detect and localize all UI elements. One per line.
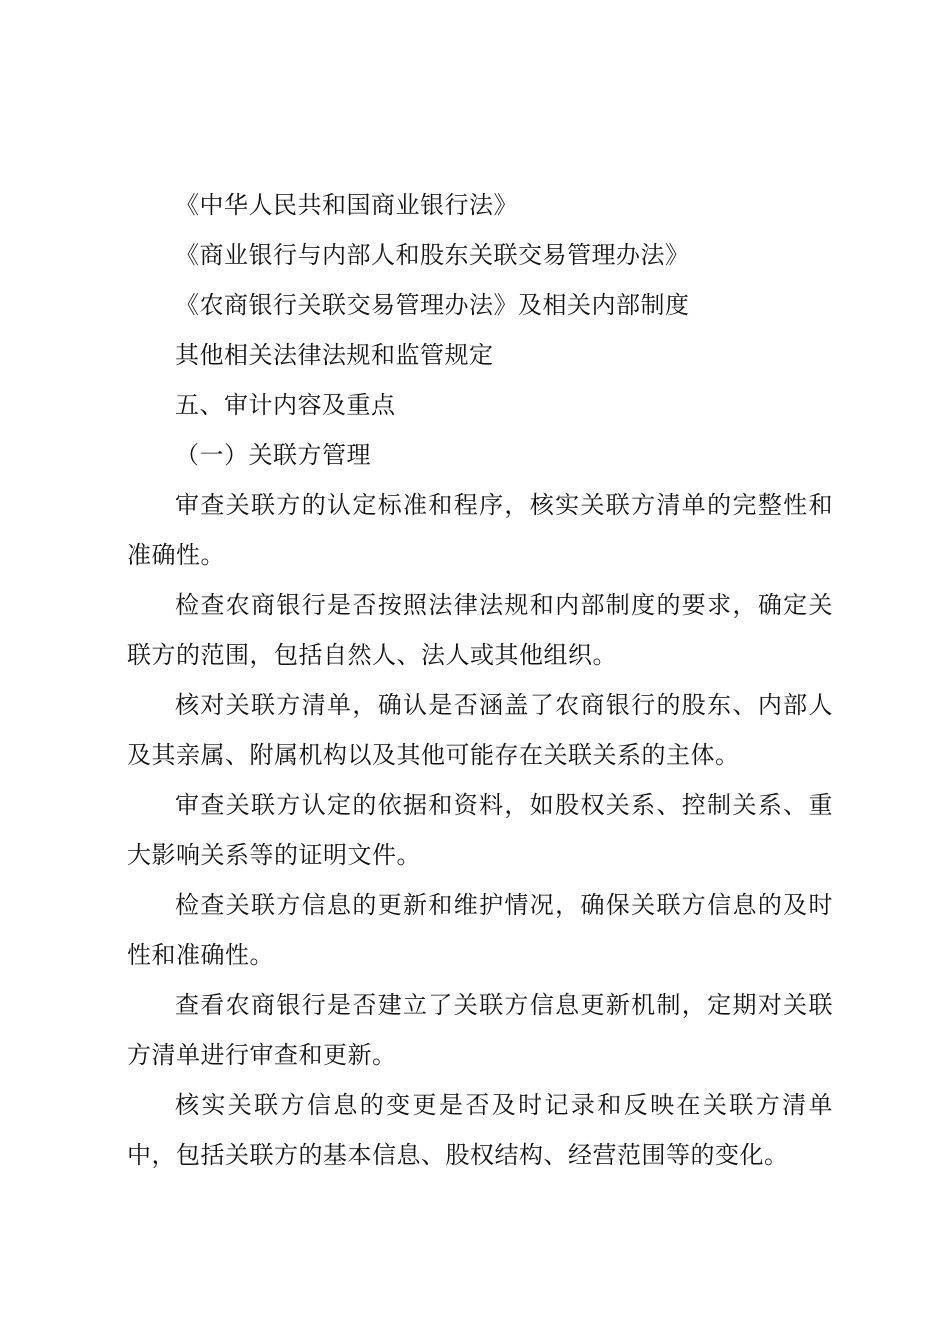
document-body [127,180,833,1180]
body-paragraph: 检查关联方信息的更新和维护情况，确保关联方信息的及时性和准确性。 [127,891,833,969]
reference-rural-bank-rules: 《农商银行关联交易管理办法》及相关内部制度 [175,291,690,319]
body-paragraph: 查看农商银行是否建立了关联方信息更新机制，定期对关联方清单进行审查和更新。 [127,991,833,1069]
body-paragraph: 核对关联方清单，确认是否涵盖了农商银行的股东、内部人及其亲属、附属机构以及其他可能存在关联关系的主体。 [127,691,833,769]
section-heading: 五、审计内容及重点 [175,391,396,419]
subsection-heading: （一）关联方管理 [175,441,371,469]
body-paragraph: 检查农商银行是否按照法律法规和内部制度的要求，确定关联方的范围，包括自然人、法人或其他组织。 [127,591,833,669]
reference-other-regulations: 其他相关法律法规和监管规定 [175,341,494,369]
body-paragraph: 审查关联方的认定标准和程序，核实关联方清单的完整性和准确性。 [127,491,833,569]
body-paragraph: 核实关联方信息的变更是否及时记录和反映在关联方清单中，包括关联方的基本信息、股权结构、经营范围等的变化。 [127,1091,833,1169]
reference-law-commercial-bank: 《中华人民共和国商业银行法》 [175,191,518,219]
body-paragraph: 审查关联方认定的依据和资料，如股权关系、控制关系、重大影响关系等的证明文件。 [127,791,833,869]
reference-insider-transaction-rules: 《商业银行与内部人和股东关联交易管理办法》 [175,241,690,269]
